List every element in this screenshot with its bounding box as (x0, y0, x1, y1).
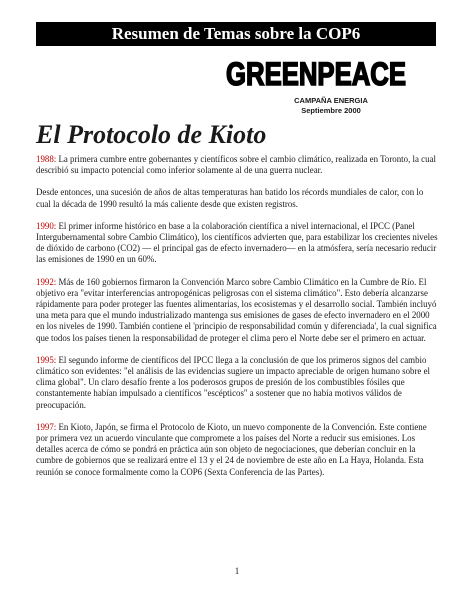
page-number: 1 (234, 566, 240, 576)
greenpeace-logo (224, 56, 408, 92)
paragraph-records (36, 187, 440, 209)
document-body (36, 154, 440, 489)
paragraph-1997 (36, 422, 440, 478)
campaign-date: Septiembre 2000 (301, 106, 361, 115)
campaign-info (272, 96, 390, 116)
year-label: 1995: (36, 354, 57, 365)
paragraph-1992 (36, 277, 440, 344)
paragraph-1990 (36, 221, 440, 266)
paragraph-text: El primer informe histórico en base a la colaboración científica a nivel internacional, el IPCC (Panel Intergubernamental sobre Cambio Climático), los científicos advierten que, para estabilizar los crecientes niveles de dióxido de carbono (CO2) — el principal gas de efecto invernadero— en la atmósfera, sería necesario reducir las emisiones de 1990 en un 60%. (36, 220, 438, 265)
paragraph-text: La primera cumbre entre gobernantes y científicos sobre el cambio climático, realizada en Toronto, la cual describió su impacto potencial como inferior solamente al de una guerra nuclear. (36, 154, 436, 176)
document-banner: Resumen de Temas sobre la COP6 (36, 22, 436, 46)
year-label: 1990: (36, 220, 57, 231)
paragraph-text: Más de 160 gobiernos firmaron la Convención Marco sobre Cambio Climático en la Cumbre de Río. El objetivo era "evitar interferencias antropogénicas peligrosas con el sistema climático". Esto debería alcanzarse rápidamente para poder proteger las fuentes alimentarias, los ecosistemas y el desarrollo social. También incluyó una meta para que el mundo industrializado mantenga sus emisiones de gases de efecto invernadero en el 2000 en los niveles de 1990. También contiene el 'principio de responsabilidad común y diferenciada', la cual significa que todos los países tienen la responsabilidad de proteger el clima pero el Norte debe ser el primero en actuar. (36, 276, 437, 343)
paragraph-text: El segundo informe de científicos del IPCC llega a la conclusión de que los primeros signos del cambio climático son evidentes: "el análisis de las evidencias sugiere un impacto apreciable de origen humano sobre el clima global". Un claro desafío frente a los poderosos grupos de presión de los combustibles fósiles que constantemente habían impulsado a científicos "escépticos" a sostener que no había motivos válidos de preocupación. (36, 354, 430, 410)
document-title: El Protocolo de Kioto (36, 120, 267, 149)
paragraph-text: En Kioto, Japón, se firma el Protocolo de Kioto, un nuevo componente de la Convención. Este contiene por primera vez un acuerdo vinculante que compromete a los países del Norte a reducir sus emisiones. Los detalles acerca de cómo se pondrá en práctica aún son objeto de negociaciones, que deberían concluir en la cumbre de gobiernos que se realizará entre el 13 y el 24 de noviembre de este año en La Haya, Holanda. Esta reunión se conoce formalmente como la COP6 (Sexta Conferencia de las Partes). (36, 421, 427, 477)
paragraph-1988 (36, 154, 440, 176)
logo-wordmark: GREENPEACE (226, 56, 406, 92)
year-label: 1997: (36, 421, 57, 432)
paragraph-text: Desde entonces, una sucesión de años de altas temperaturas han batido los récords mundiales de calor, con lo cual la década de 1990 resultó la más caliente desde que existen registros. (36, 187, 424, 209)
paragraph-1995 (36, 355, 440, 411)
year-label: 1988: (36, 154, 57, 164)
campaign-name: CAMPAÑA ENERGIA (294, 96, 368, 105)
year-label: 1992: (36, 276, 57, 287)
